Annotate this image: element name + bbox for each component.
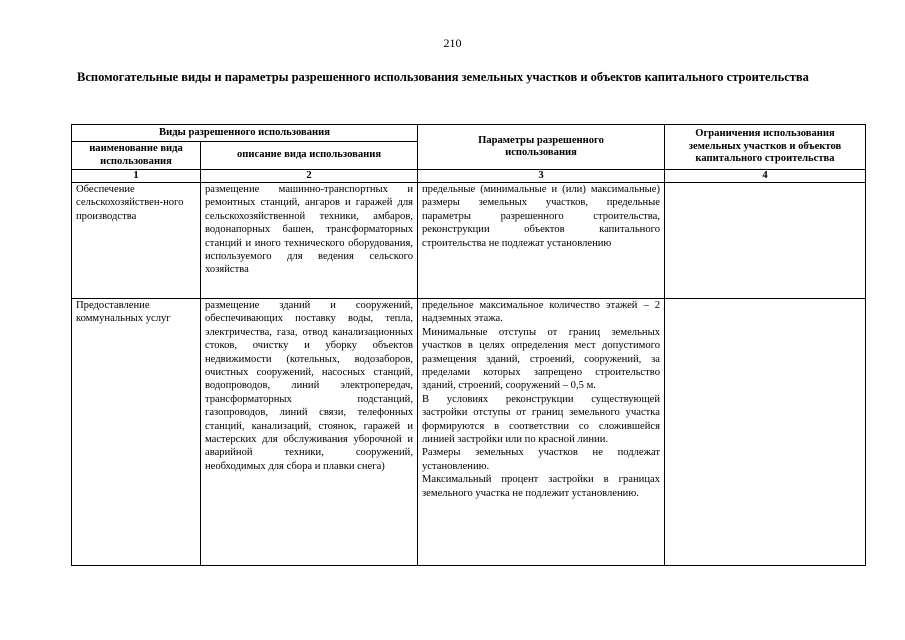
header-use-types: Виды разрешенного использования [72, 125, 418, 142]
parameters-text: В условиях реконструкции существующей застройки отступы от границ земельного участка формируются в соответствии со сложившейся линией застройки или по красной линии. [422, 393, 660, 446]
column-number: 3 [418, 170, 665, 183]
parameters-text: предельное максимальное количество этажей – 2 надземных этажа. [422, 300, 660, 325]
parameters-cell [418, 183, 665, 299]
table-row [72, 183, 866, 299]
column-number: 2 [201, 170, 418, 183]
table-row [72, 299, 866, 566]
parameters-cell [418, 299, 665, 566]
use-description-cell: размещение машинно-транспортных и ремонтных станций, ангаров и гаражей для сельскохозяйственной техники, амбаров, водонапорных башен, трансформаторных станций и иного технического оборудования, используемого для ведения сельского хозяйства [201, 183, 418, 299]
column-number: 1 [72, 170, 201, 183]
header-row-1 [72, 125, 866, 142]
parameters-text: Минимальные отступы от границ земельных участков в целях определения мест допустимого размещения зданий, строений, сооружений, за пределами которых запрещено строительство зданий, строений, сооружений – 0,5 м. [422, 326, 660, 392]
header-parameters: Параметры разрешенного использования [418, 125, 665, 170]
use-name-cell: Обеспечение сельскохозяйствен-ного производства [72, 183, 201, 299]
permitted-use-table [71, 124, 866, 566]
restrictions-cell [665, 183, 866, 299]
column-numbers-row [72, 170, 866, 183]
parameters-text: Размеры земельных участков не подлежат установлению. [422, 447, 660, 472]
use-description-cell: размещение зданий и сооружений, обеспечивающих поставку воды, тепла, электричества, газа, отвод канализационных стоков, очистку и уборку объектов недвижимости (котельных, водозаборов, очистных сооружений, насосных станций, водопроводов, линий электропередач, трансформаторных подстанций, газопроводов, линий связи, телефонных станций, канализаций, стоянок, гаражей и мастерских для обслуживания уборочной и аварийной техники, сооружений, необходимых для сбора и плавки снега) [201, 299, 418, 566]
header-use-description: описание вида использования [201, 142, 418, 170]
header-restrictions: Ограничения использования земельных участков и объектов капитального строительства [665, 125, 866, 170]
restrictions-cell [665, 299, 866, 566]
section-heading: Вспомогательные виды и параметры разрешенного использования земельных участков и объектов капитального строительства [77, 70, 809, 84]
page-number: 210 [443, 36, 462, 50]
use-name-cell: Предоставление коммунальных услуг [72, 299, 201, 566]
parameters-text: предельные (минимальные и (или) максимальные) размеры земельных участков, предельные параметры разрешенного строительства, реконструкции объектов капитального строительства не подлежат установлению [422, 184, 660, 249]
column-number: 4 [665, 170, 866, 183]
parameters-text: Максимальный процент застройки в границах земельного участка не подлежит установлению. [422, 474, 660, 499]
header-use-name: наименование вида использования [72, 142, 201, 170]
